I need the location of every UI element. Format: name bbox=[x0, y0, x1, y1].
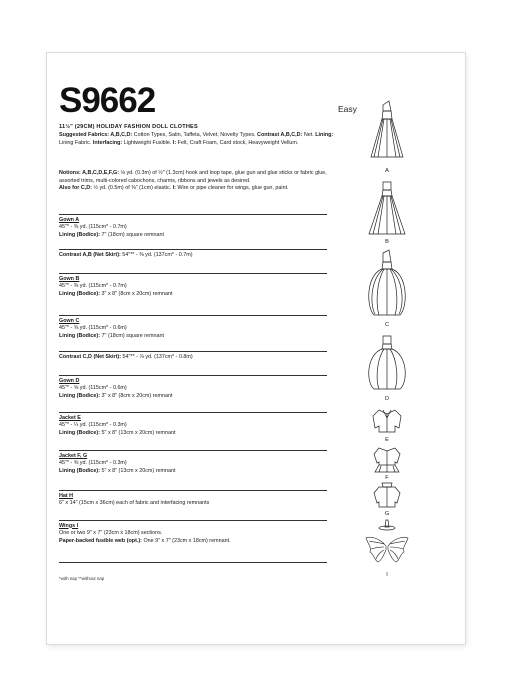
difficulty-label: Easy bbox=[338, 104, 357, 114]
gown-c-illustration bbox=[362, 249, 412, 319]
section-jacket-fg: Jacket F, G 45"* - ⅜ yd. (115cm* - 0.3m) Lining (Bodice): 5" x 8" (13cm x 20cm) remnant bbox=[59, 450, 327, 475]
section-gown-d: Gown D 45"* - ⅝ yd. (115cm* - 0.6m) Lining (Bodice): 3" x 8" (8cm x 20cm) remnant bbox=[59, 375, 327, 400]
figure-label-c: C bbox=[384, 322, 390, 328]
pattern-code: S9662 bbox=[59, 81, 156, 120]
jacket-f-illustration bbox=[362, 445, 412, 475]
section-gown-b: Gown B 45"* - ⅜ yd. (115cm* - 0.7m) Lining (Bodice): 3" x 8" (8cm x 20cm) remnant bbox=[59, 273, 327, 298]
wings-i-illustration bbox=[362, 534, 412, 570]
figure-label-b: B bbox=[385, 239, 389, 245]
section-contrast-ab: Contrast A,B (Net Skirt): 54"** - ⅜ yd. (137cm* - 0.7m) bbox=[59, 249, 327, 259]
gown-b-illustration bbox=[362, 176, 412, 238]
notions: Notions: A,B,C,D,E,F,G: ⅛ yd. (0.3m) of ½" (1.3cm) hook and loop tape, glue gun and glue sticks or fabric glue, assorted trims, multi-colored cabochons, charms, ribbons and jewels as desired. Also for C,D: ½ yd. (0.5m) of ⅜" (1cm) elastic. I: Wire or pipe cleaner for wings, glue gun, paint. bbox=[59, 170, 327, 192]
footnote: *with nap **without nap bbox=[59, 576, 105, 581]
divider bbox=[59, 562, 327, 563]
section-hat-h: Hat H 6" x 14" (15cm x 36cm) each of fabric and interfacing remnants bbox=[59, 490, 327, 508]
section-end-divider bbox=[59, 562, 327, 563]
figure-label-d: D bbox=[384, 396, 390, 402]
section-jacket-e: Jacket E 45"* - ¼ yd. (115cm* - 0.3m) Lining (Bodice): 5" x 8" (13cm x 20cm) remnant bbox=[59, 412, 327, 437]
suggested-fabrics: Suggested Fabrics: A,B,C,D: Cotton Types, Satin, Taffeta, Velvet, Novelty Types. Contrast A,B,C,D: Net. Lining: Lining Fabric. Interfacing: Lightweight Fusible. I: Felt, Craft Foam, Card stock, Heavyweight Vellum. bbox=[59, 132, 334, 146]
pattern-subtitle: 11½" (29CM) HOLIDAY FASHION DOLL CLOTHES bbox=[59, 124, 198, 130]
hat-h-illustration bbox=[362, 519, 412, 531]
section-gown-c: Gown C 45"* - ⅝ yd. (115cm* - 0.6m) Lining (Bodice): 7" (18cm) square remnant bbox=[59, 315, 327, 340]
pattern-envelope-back bbox=[47, 53, 465, 644]
section-wings-i: Wings I One or two 9" x 7" (23cm x 18cm) sections. Paper-backed fusible web (opt.): One 9" x 7" (23cm x 18cm) remnant. bbox=[59, 520, 327, 545]
figure-label-a: A bbox=[385, 168, 389, 174]
jacket-e-illustration bbox=[362, 406, 412, 436]
figure-label-g: G bbox=[384, 511, 390, 517]
gown-d-illustration bbox=[362, 331, 412, 393]
figure-label-i: I bbox=[386, 572, 388, 578]
jacket-g-illustration bbox=[362, 481, 412, 509]
gown-a-illustration bbox=[362, 99, 412, 161]
section-contrast-cd: Contrast C,D (Net Skirt): 54"** - ⅞ yd. (137cm* - 0.8m) bbox=[59, 351, 327, 361]
figure-label-f: F bbox=[385, 475, 389, 481]
figure-label-e: E bbox=[385, 437, 389, 443]
section-gown-a: Gown A 45"* - ⅜ yd. (115cm* - 0.7m) Lining (Bodice): 7" (18cm) square remnant bbox=[59, 214, 327, 239]
